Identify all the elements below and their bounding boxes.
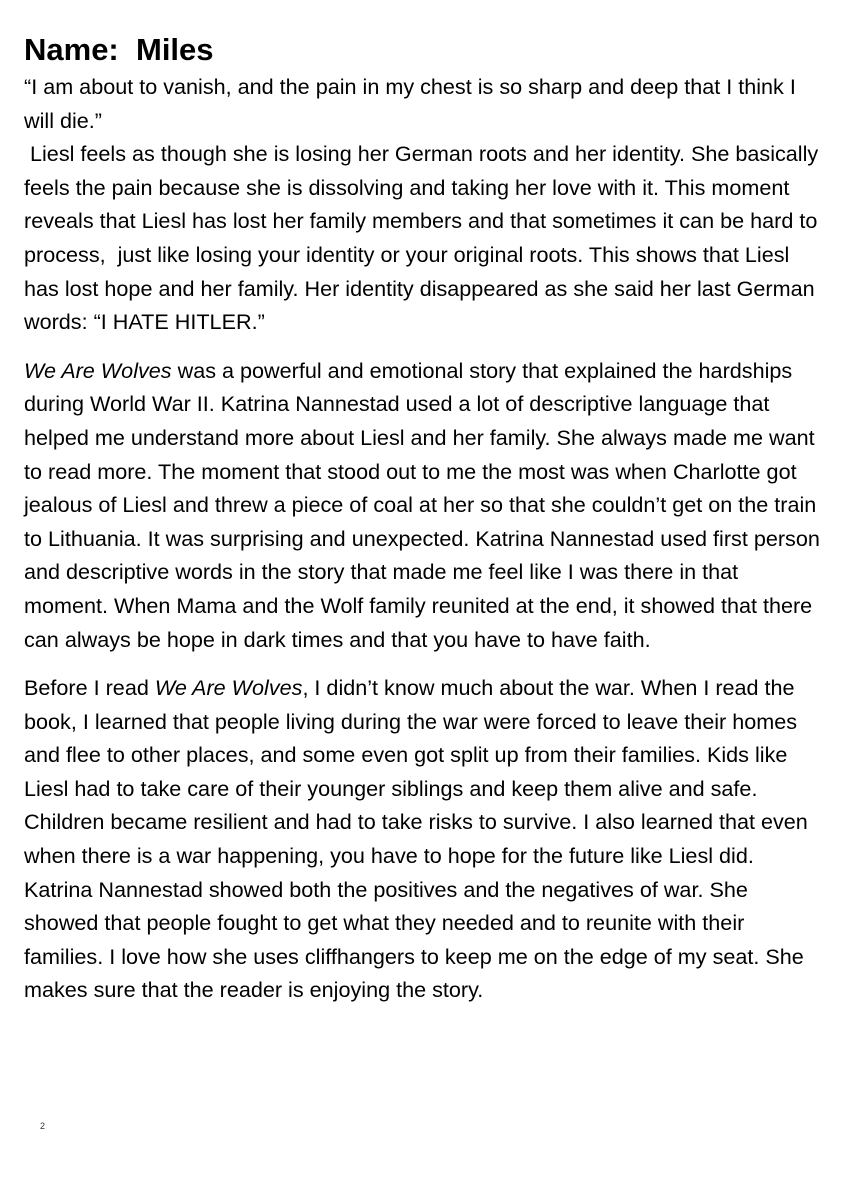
learning-paragraph: [24, 671, 824, 1007]
review-text: was a powerful and emotional story that explained the hardships during World War II. Katrina Nannestad used a lot of descriptive language that helped me understand more about Liesl and her family. She always made me want to read more. The moment that stood out to me the most was when Charlotte got jealous of Liesl and threw a piece of coal at her so that she couldn’t get on the train to Lithuania. It was surprising and unexpected. Katrina Nannestad used first person and descriptive words in the story that made me feel like I was there in that moment. When Mama and the Wolf family reunited at the end, it showed that there can always be hope in dark times and that you have to have faith.: [24, 357, 820, 652]
name-heading: [24, 30, 824, 70]
learning-intro: Before I read: [24, 675, 155, 701]
student-name: Miles: [136, 32, 214, 67]
book-review-paragraph: [24, 354, 824, 656]
quote-analysis: Liesl feels as though she is losing her German roots and her identity. She basically feels the pain because she is dissolving and taking her love with it. This moment reveals that Liesl has lost her family members and that sometimes it can be hard to process, just like losing your identity or your original roots. This shows that Liesl has lost hope and her family. Her identity disappeared as she said her last German words: “I HATE HITLER.”: [24, 141, 825, 335]
page-number: 2: [40, 1121, 46, 1131]
document-page: [24, 30, 824, 1007]
book-quote: “I am about to vanish, and the pain in my chest is so sharp and deep that I think I will die.”: [24, 74, 796, 133]
book-title: We Are Wolves: [154, 675, 303, 701]
name-label: Name:: [24, 32, 119, 67]
learning-text: , I didn’t know much about the war. When I read the book, I learned that people living during the war were forced to leave their homes and flee to other places, and some even got split up from their families. Kids like Liesl had to take care of their younger siblings and keep them alive and safe. Children became resilient and had to take risks to survive. I also learned that even when there is a war happening, you have to hope for the future like Liesl did. Katrina Nannestad showed both the positives and the negatives of war. She showed that people fought to get what they needed and to reunite with their families. I love how she uses cliffhangers to keep me on the edge of my seat. She makes sure that the reader is enjoying the story.: [24, 675, 808, 1003]
book-title: We Are Wolves: [24, 357, 172, 383]
